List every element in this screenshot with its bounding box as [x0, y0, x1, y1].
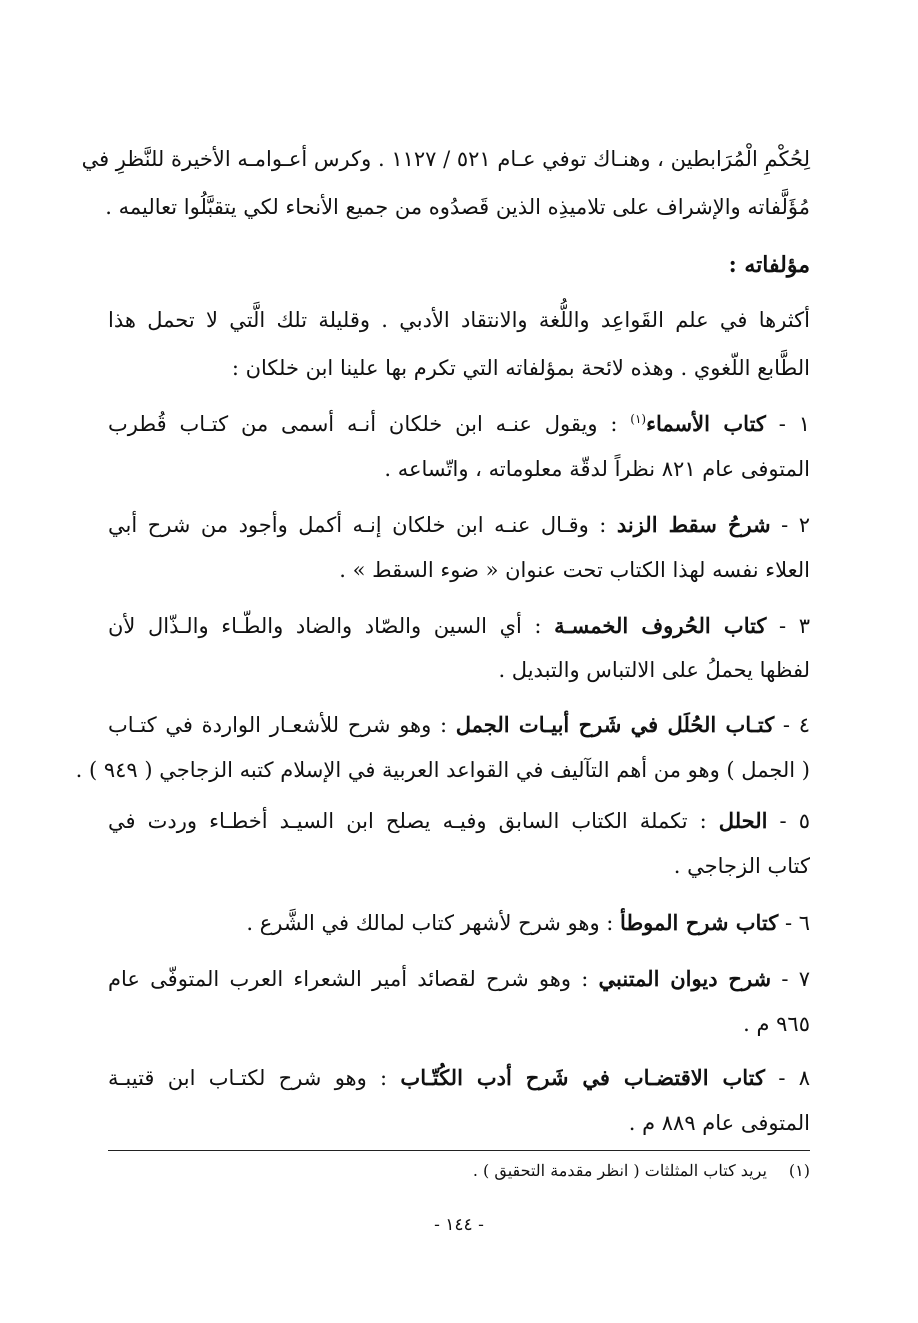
list-item-8-line-2: المتوفى عام ٨٨٩ م .: [628, 1111, 810, 1135]
footnote-text: يريد كتاب المثلثات ( انظر مقدمة التحقيق ) .: [472, 1161, 767, 1180]
item-number: ٧ -: [781, 967, 810, 991]
item-title: شرح ديوان المتنبي: [598, 966, 772, 991]
list-item-3-line-1: [108, 606, 810, 646]
list-item-2-line-2: العلاء نفسه لهذا الكتاب تحت عنوان « ضوء السقط » .: [339, 558, 810, 582]
item-text: : وقـال عنـه ابن خلكان إنـه أكمل وأجود من شرح أبي: [108, 513, 617, 537]
list-item-2-line-1: [108, 505, 810, 545]
list-item-7-line-2: ٩٦٥ م .: [743, 1012, 810, 1036]
item-text: : وهو شرح لكتـاب ابن قتيبـة: [108, 1066, 401, 1090]
footnote-divider: [108, 1150, 810, 1151]
item-title: كتـاب الحُلَل في شَرح أبيـات الجمل: [455, 712, 775, 737]
footnote: [473, 1158, 810, 1184]
section-heading: مؤلفاته :: [728, 252, 810, 278]
item-title: كتاب شرح الموطأ: [620, 910, 779, 935]
item-text: : أي السين والصّاد والضاد والطّـاء والـذّال لأن: [108, 614, 555, 638]
footnote-number: (١): [788, 1161, 810, 1180]
item-number: ٢ -: [781, 513, 810, 537]
item-title: كتاب الاقتضـاب في شَرح أدب الكُتّـاب: [400, 1065, 766, 1090]
item-text: : ويقول عنـه ابن خلكان أنـه أسمى من كتـاب قُطرب: [108, 412, 631, 436]
item-title: كتاب الحُروف الخمسـة: [554, 613, 767, 638]
item-number: ٤ -: [782, 713, 810, 737]
list-item-8-line-1: [108, 1058, 810, 1098]
item-title: الحلل: [718, 808, 768, 833]
item-number: ٥ -: [779, 809, 810, 833]
item-text: : وهو شرح للأشعـار الواردة في كتـاب: [108, 713, 456, 737]
item-number: ٦ -: [784, 911, 810, 935]
list-item-4-line-2: ( الجمل ) وهو من أهم التآليف في القواعد العربية في الإسلام كتبه الزجاجي ( ٩٤٩ ) .: [75, 758, 810, 782]
item-text: : وهو شرح لقصائد أمير الشعراء العرب المتوفّى عام: [108, 967, 599, 991]
intro-line-2: مُؤَلَّفاته والإشراف على تلاميذِه الذين قَصدُوه من جميع الأنحاء لكي يتقبَّلُوا تعاليمه .: [105, 195, 810, 219]
list-item-4-line-1: [108, 705, 810, 745]
page-number: - ١٤٤ -: [434, 1215, 484, 1235]
overview-line-1: أكثرها في علم القَواعِد واللُّغة والانتقاد الأدبي . وقليلة تلك الَّتي لا تحمل هذا: [108, 308, 810, 332]
item-title: شرحُ سقط الزند: [616, 512, 771, 537]
item-title: كتاب الأسماء: [646, 411, 766, 436]
item-number: ٨ -: [778, 1066, 810, 1090]
list-item-5-line-2: كتاب الزجاجي .: [673, 854, 810, 878]
footnote-marker: (١): [630, 412, 647, 426]
item-text: : تكملة الكتاب السابق وفيـه يصلح ابن السيـد أخطـاء وردت في: [108, 809, 719, 833]
overview-line-2: الطَّابع اللّغوي . وهذه لائحة بمؤلفاته التي تكرم بها علينا ابن خلكان :: [231, 356, 810, 380]
list-item-1-line-2: المتوفى عام ٨٢١ نظراً لدقّة معلوماته ، واتّساعه .: [384, 457, 810, 481]
item-text: : وهو شرح لأشهر كتاب لمالك في الشَّرع .: [246, 911, 621, 935]
list-item-7-line-1: [108, 959, 810, 999]
intro-line-1: لِحُكْمِ الْمُرَابطين ، وهنـاك توفي عـام ٥٢١ / ١١٢٧ . وكرس أعـوامـه الأخيرة للنَّظرِ في: [81, 147, 810, 171]
item-number: ٣ -: [779, 614, 810, 638]
list-item-5-line-1: [108, 801, 810, 841]
list-item-3-line-2: لفظها يحملُ على الالتباس والتبديل .: [498, 658, 810, 682]
item-number: ١ -: [778, 412, 810, 436]
list-item-1-line-1: [108, 404, 810, 444]
list-item-6-line-1: [108, 903, 810, 943]
